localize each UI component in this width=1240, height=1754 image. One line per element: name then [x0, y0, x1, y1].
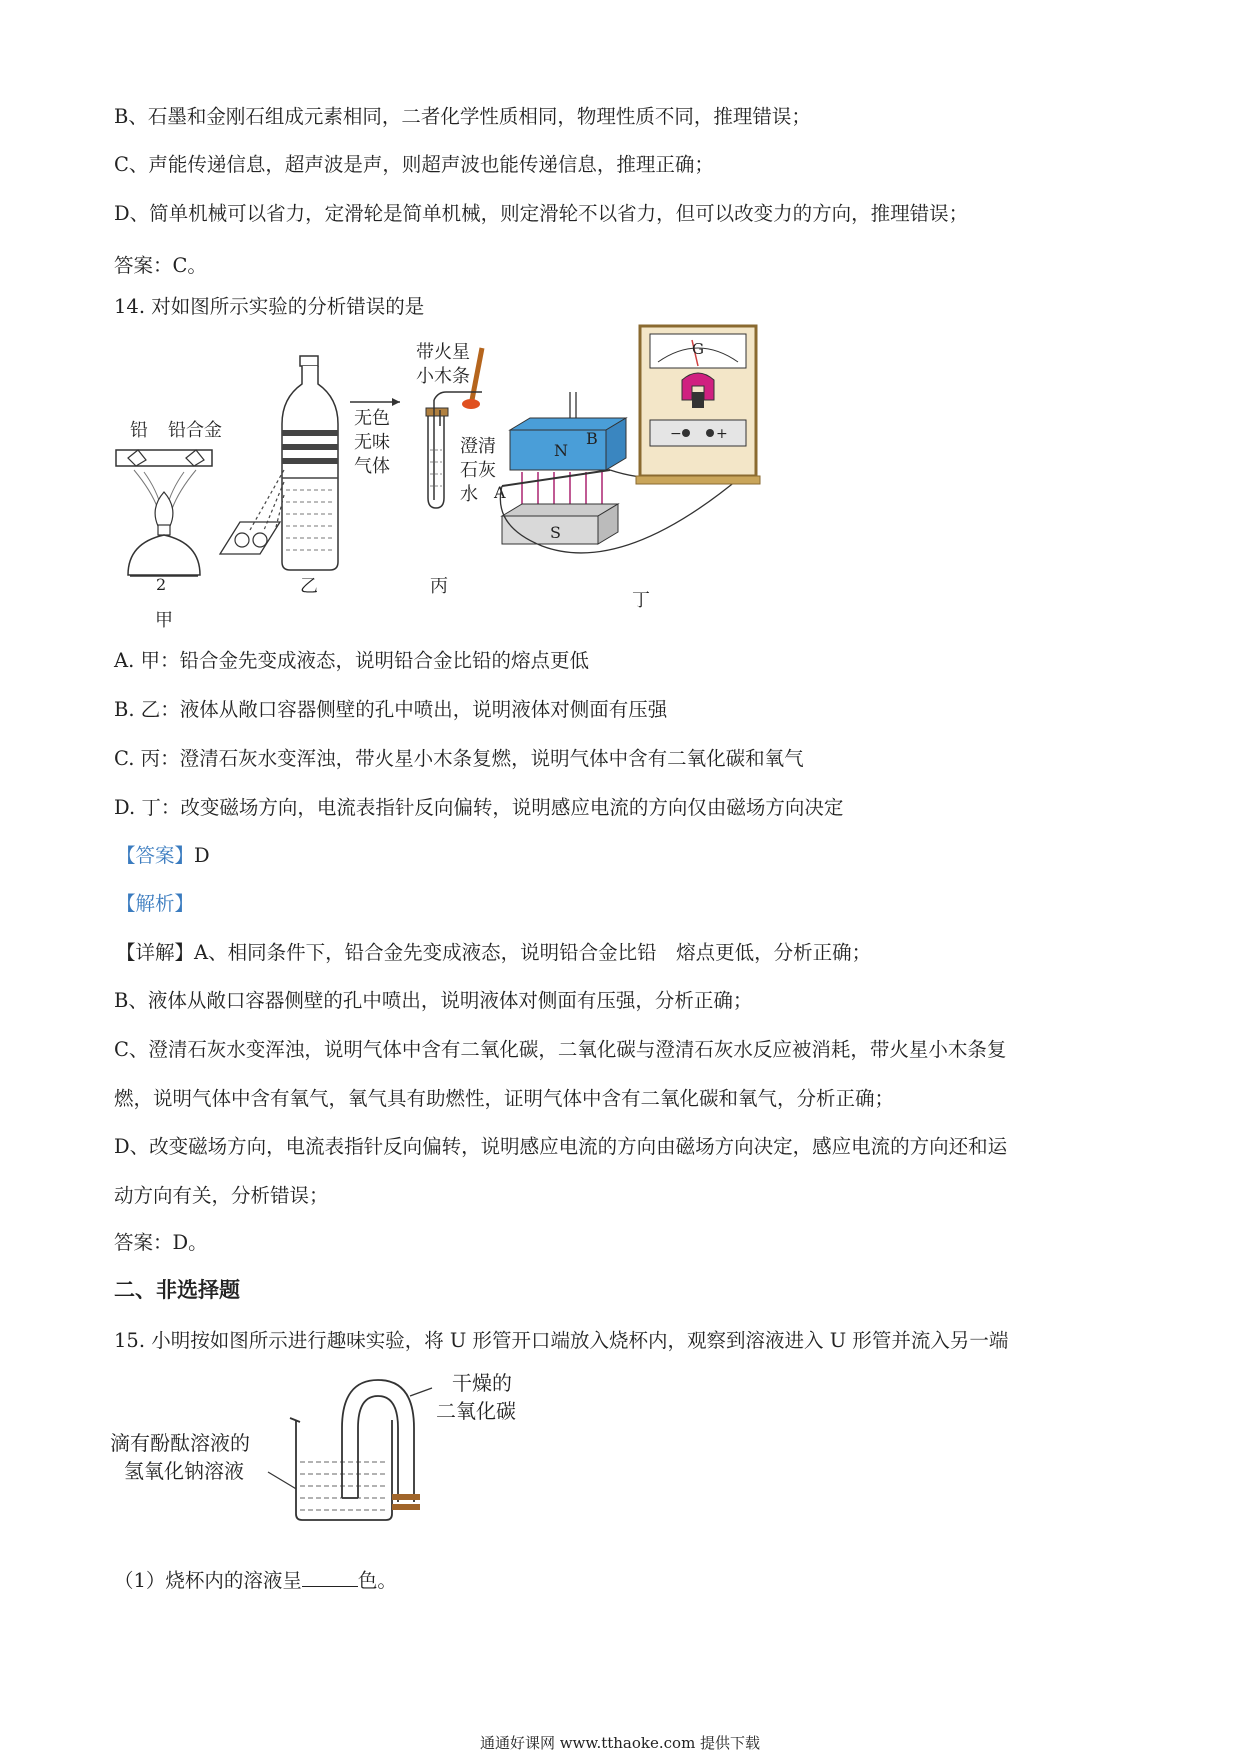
ding-s: S [550, 523, 561, 542]
q14-option-d: D. 丁：改变磁场方向，电流表指针反向偏转，说明感应电流的方向仅由磁场方向决定 [114, 796, 844, 819]
analysis-tag: 【解析】 [116, 892, 195, 915]
caption-bing: 丙 [430, 576, 448, 597]
detail-line-2: B、液体从敞口容器侧壁的孔中喷出，说明液体对侧面有压强，分析正确； [114, 989, 753, 1012]
bing-label-4: 无味 [354, 432, 390, 453]
q15-right-label-2: 二氧化碳 [436, 1399, 516, 1423]
detail-line-5: D、改变磁场方向，电流表指针反向偏转，说明感应电流的方向由磁场方向决定，感应电流的方向还和运 [114, 1135, 1008, 1158]
caption-jia: 甲 [155, 610, 173, 631]
answer-value: D [194, 844, 210, 867]
figure-bing [350, 342, 496, 597]
bing-label-3: 无色 [354, 408, 390, 429]
jia-label-lead: 铅 [130, 420, 148, 441]
ding-n: N [554, 441, 568, 460]
detail-text-1: A、相同条件下，铅合金先变成液态，说明铅合金比铅 熔点更低，分析正确； [194, 941, 872, 964]
detail-line-6: 动方向有关，分析错误； [114, 1184, 329, 1207]
q14-option-c: C. 丙：澄清石灰水变浑浊，带火星小木条复燃，说明气体中含有二氧化碳和氧气 [114, 747, 804, 770]
q15-sub1 [114, 1568, 397, 1594]
detail-line-4: 燃，说明气体中含有氧气，氧气具有助燃性，证明气体中含有二氧化碳和氧气，分析正确； [114, 1087, 895, 1110]
q15-sub1-blank[interactable] [302, 1568, 358, 1587]
section-title: 二、非选择题 [114, 1278, 240, 1302]
q14-figure [110, 340, 870, 631]
prev-option-c: C、声能传递信息，超声波是声，则超声波也能传递信息，推理正确； [114, 153, 714, 176]
bing-label-5: 气体 [354, 456, 390, 477]
page-footer: 通通好课网 www.tthaoke.com 提供下载 [479, 1734, 761, 1752]
detail-tag: 【详解】 [116, 941, 195, 964]
prev-option-d: D、简单机械可以省力，定滑轮是简单机械，则定滑轮不以省力，但可以改变力的方向，推理错误； [114, 202, 969, 225]
q14-option-b: B. 乙：液体从敞口容器侧壁的孔中喷出，说明液体对侧面有压强 [114, 698, 668, 721]
detail-line-1 [116, 940, 871, 966]
figure-yi [220, 356, 338, 597]
bing-label-6: 澄清 [460, 436, 496, 457]
ding-b: B [586, 429, 598, 448]
svg-text:2: 2 [156, 575, 167, 594]
q15-right-label-1: 干燥的 [452, 1371, 512, 1395]
caption-ding: 丁 [632, 590, 650, 611]
q15-left-label-1: 滴有酚酞溶液的 [110, 1431, 250, 1455]
q14-answer [116, 843, 210, 869]
caption-yi: 乙 [300, 576, 318, 597]
q15-left-label-2: 氢氧化钠溶液 [124, 1459, 244, 1483]
prev-option-b: B、石墨和金刚石组成元素相同，二者化学性质相同，物理性质不同，推理错误； [114, 105, 811, 128]
q14-option-a: A. 甲：铅合金先变成液态，说明铅合金比铅的熔点更低 [114, 649, 589, 672]
ding-minus: − [670, 426, 682, 442]
ding-plus: + [716, 426, 728, 442]
q15-sub1-prefix: （1）烧杯内的溶液呈 [114, 1569, 302, 1592]
figure-ding [493, 326, 760, 611]
bing-label-8: 水 [460, 484, 478, 505]
detail-line-3: C、澄清石灰水变浑浊，说明气体中含有二氧化碳，二氧化碳与澄清石灰水反应被消耗，带火星小木条复 [114, 1038, 1007, 1061]
prev-answer: 答案：C。 [114, 254, 207, 277]
jia-label-alloy: 铅合金 [168, 420, 222, 441]
bing-label-7: 石灰 [460, 460, 496, 481]
figure-jia [116, 420, 222, 631]
ding-a: A [494, 483, 506, 502]
q15-sub1-suffix: 色。 [357, 1569, 397, 1592]
q14-final-answer: 答案：D。 [114, 1231, 208, 1254]
answer-tag: 【答案】 [116, 844, 195, 867]
ding-g: G [692, 340, 704, 358]
q14-stem: 14. 对如图所示实验的分析错误的是 [114, 295, 425, 318]
q15-stem: 15. 小明按如图所示进行趣味实验，将 U 形管开口端放入烧杯内，观察到溶液进入 U 形管并流入另一端 [114, 1329, 1009, 1352]
bing-label-1: 带火星 [416, 342, 470, 363]
q15-figure [110, 1366, 570, 1526]
bing-label-2: 小木条 [416, 366, 470, 387]
